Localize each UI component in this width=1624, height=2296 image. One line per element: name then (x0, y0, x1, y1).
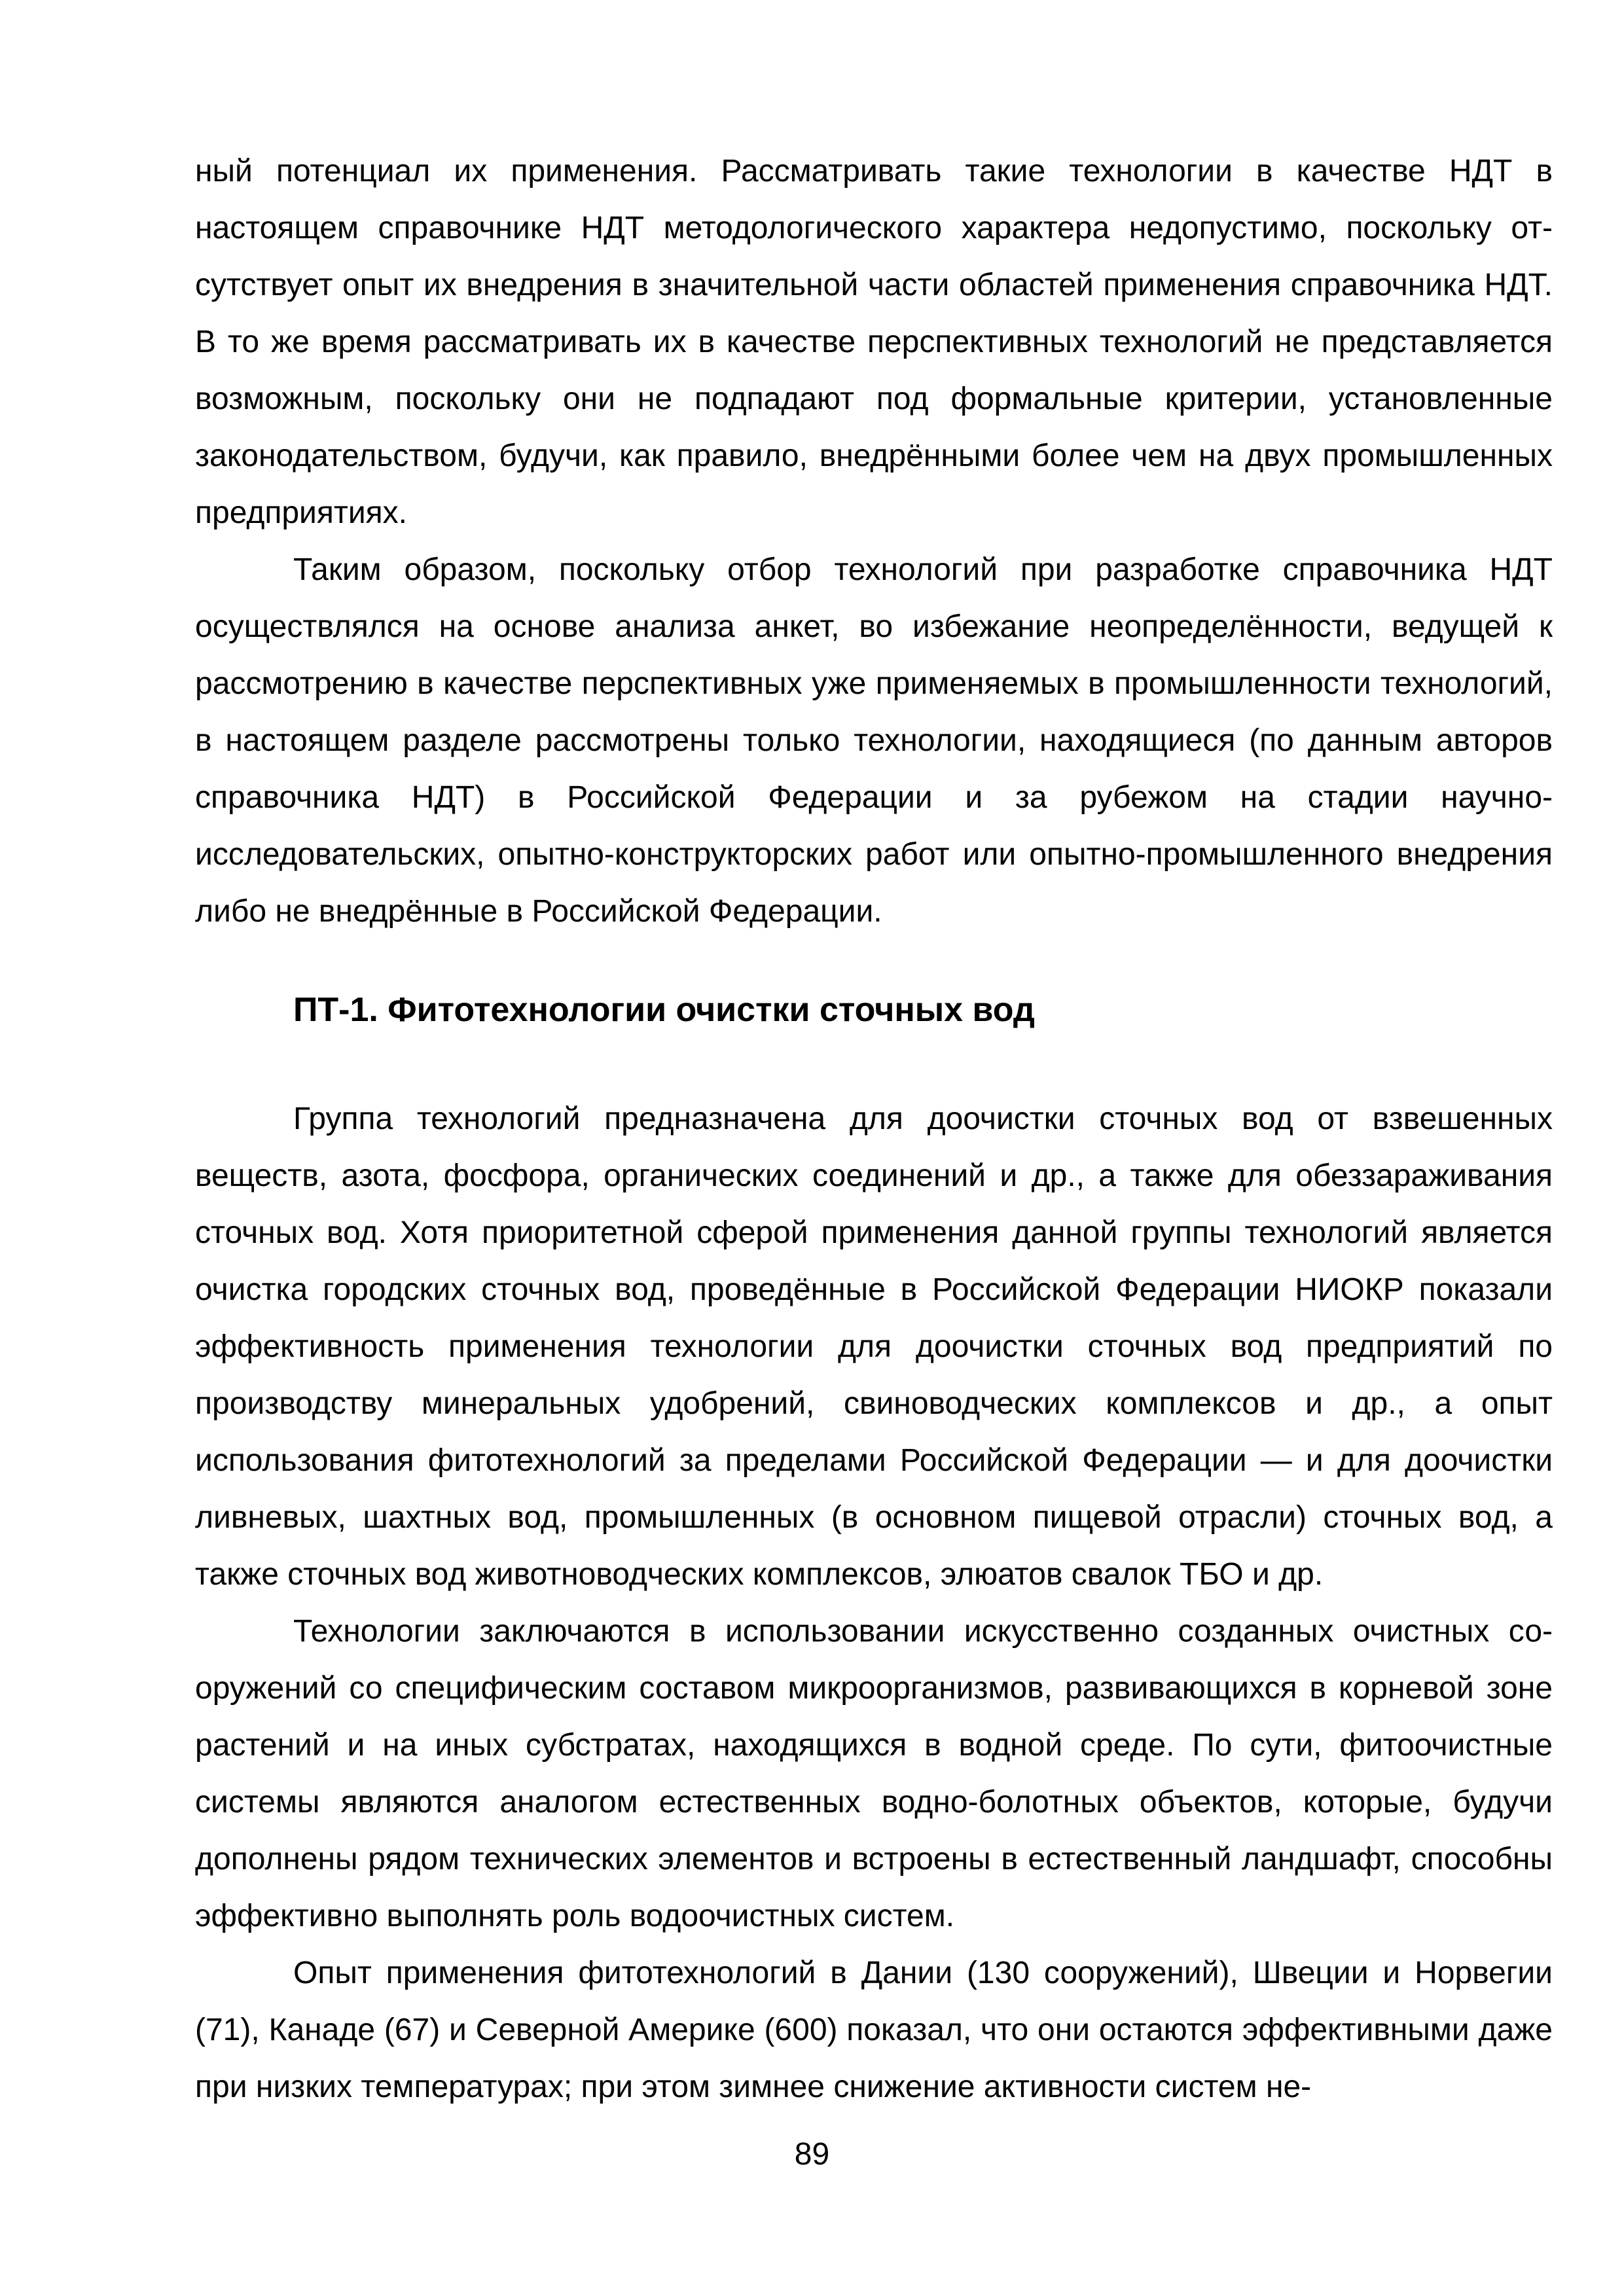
paragraph-technology-description: Технологии заключаются в использовании искусственно созданных очистных сооружений со специфическим составом микроорганизмов, развивающихся в корневой зоне растений и на иных субстратах, находящихся в водной среде. По сути, фитоочистные системы являются аналогом естественных водно-болотных объектов, которые, будучи дополнены рядом технических элементов и встроены в естественный ландшафт, способны эффективно выполнять роль водоочистных систем. (195, 1614, 1553, 1933)
body-text (195, 143, 1553, 2115)
paragraph-continuation: ный потенциал их применения. Рассматривать такие технологии в качестве НДТ в настоящем справочнике НДТ методологического характера недопустимо, поскольку отсутствует опыт их внедрения в значительной части областей применения справочника НДТ. В то же время рассматривать их в качестве перспективных технологий не представляется возможным, поскольку они не подпадают под формальные критерии, установленные законодательством, будучи, как правило, внедрёнными более чем на двух промышленных предприятиях. (195, 154, 1553, 530)
paragraph-technology-group: Группа технологий предназначена для доочистки сточных вод от взвешенных веществ, азота, фосфора, органических соединений и др., а также для обеззараживания сточных вод. Хотя приоритетной сферой применения данной группы технологий является очистка городских сточных вод, проведённые в Российской Федерации НИОКР показали эффективность применения технологии для доочистки сточных вод предприятий по производству минеральных удобрений, свиноводческих комплексов и др., а опыт использования фитотехнологий за пределами Российской Федерации — и для доочистки ливневых, шахтных вод, промышленных (в основном пищевой отрасли) сточных вод, а также сточных вод животноводческих комплексов, элюатов свалок ТБО и др. (195, 1102, 1553, 1592)
page-number: 89 (794, 2137, 830, 2172)
section-heading: ПТ-1. Фитотехнологии очистки сточных вод (293, 991, 1035, 1029)
paragraph-selection-summary: Таким образом, поскольку отбор технологий при разработке справочника НДТ осуществлялся на основе анализа анкет, во избежание неопределённости, ведущей к рассмотрению в качестве перспективных уже применяемых в промышленности технологий, в настоящем разделе рассмотрены только технологии, находящиеся (по данным авторов справочника НДТ) в Российской Федерации и за рубежом на стадии научно-исследовательских, опытно-конструкторских работ или опытно-промышленного внедрения либо не внедрённые в Российской Федерации. (195, 552, 1553, 929)
paragraph-international-experience: Опыт применения фитотехнологий в Дании (130 сооружений), Швеции и Норвегии (71), Канаде (67) и Северной Америке (600) показал, что они остаются эффективными даже при низких температурах; при этом зимнее снижение активности систем не- (195, 1956, 1553, 2104)
